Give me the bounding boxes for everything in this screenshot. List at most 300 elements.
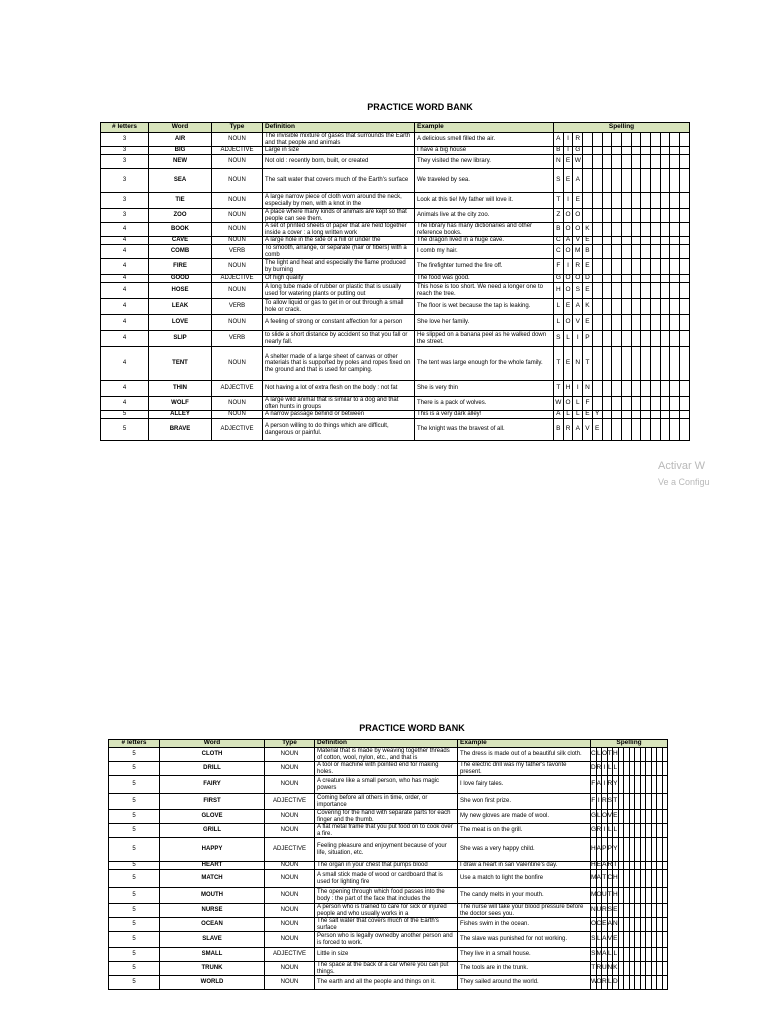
spelling-letter-cell: E bbox=[613, 904, 619, 918]
table-row bbox=[109, 862, 668, 870]
spelling-letter-cell bbox=[662, 948, 668, 962]
definition-cell: A tool or machine with pointed end for making holes. bbox=[315, 762, 458, 776]
definition-cell: The space at the back of a car where you can put things. bbox=[315, 962, 458, 976]
spelling-letter-cell: R bbox=[602, 794, 608, 810]
spelling-letter-cell bbox=[670, 283, 680, 299]
letters-cell: 4 bbox=[101, 331, 149, 347]
type-cell: VERB bbox=[212, 299, 263, 315]
type-cell: NOUN bbox=[212, 259, 263, 275]
page-2-title: PRACTICE WORD BANK bbox=[359, 723, 465, 733]
spelling-letter-cell bbox=[680, 347, 690, 381]
spelling-letter-cell: E bbox=[563, 155, 573, 169]
spelling-letter-cell: E bbox=[583, 411, 593, 419]
spelling-letter-cell bbox=[680, 133, 690, 147]
table-row bbox=[101, 147, 690, 155]
spelling-letter-cell bbox=[660, 245, 670, 259]
table-row bbox=[101, 347, 690, 381]
spelling-letter-cell: O bbox=[573, 209, 583, 223]
spelling-letter-cell: L bbox=[607, 762, 613, 776]
spelling-letter-cell bbox=[612, 347, 622, 381]
spelling-letter-cell bbox=[621, 397, 631, 411]
spelling-letter-cell: E bbox=[583, 283, 593, 299]
spelling-letter-cell: I bbox=[563, 259, 573, 275]
spelling-letter-cell: L bbox=[613, 948, 619, 962]
table-row bbox=[109, 888, 668, 904]
spelling-letter-cell bbox=[612, 381, 622, 397]
spelling-letter-cell bbox=[641, 223, 651, 237]
type-cell: NOUN bbox=[212, 133, 263, 147]
definition-cell: A long tube made of rubber or plastic that is usually used for watering plants or putting out bbox=[263, 283, 415, 299]
type-cell: ADJECTIVE bbox=[265, 838, 315, 862]
spelling-letter-cell bbox=[621, 381, 631, 397]
spelling-letter-cell: F bbox=[554, 259, 564, 275]
spelling-letter-cell bbox=[631, 381, 641, 397]
spelling-letter-cell: I bbox=[573, 381, 583, 397]
definition-cell: The salt water that covers much of the Earth's surface bbox=[315, 918, 458, 932]
spelling-letter-cell: E bbox=[563, 299, 573, 315]
spelling-letter-cell bbox=[621, 419, 631, 441]
spelling-letter-cell: M bbox=[573, 245, 583, 259]
spelling-letter-cell bbox=[660, 147, 670, 155]
spelling-letter-cell bbox=[660, 397, 670, 411]
spelling-letter-cell bbox=[602, 155, 612, 169]
spelling-letter-cell bbox=[660, 209, 670, 223]
spelling-letter-cell: D bbox=[583, 275, 593, 283]
spelling-letter-cell bbox=[662, 862, 668, 870]
spelling-letter-cell bbox=[612, 275, 622, 283]
spelling-letter-cell bbox=[670, 381, 680, 397]
spelling-letter-cell bbox=[641, 347, 651, 381]
letters-cell: 4 bbox=[101, 237, 149, 245]
spelling-letter-cell bbox=[651, 193, 661, 209]
spelling-letter-cell bbox=[612, 169, 622, 193]
spelling-letter-cell: L bbox=[607, 976, 613, 990]
definition-cell: To allow liquid or gas to get in or out through a small hole or crack. bbox=[263, 299, 415, 315]
spelling-letter-cell bbox=[662, 810, 668, 824]
spelling-letter-cell: K bbox=[583, 299, 593, 315]
spelling-letter-cell bbox=[660, 411, 670, 419]
spelling-letter-cell: H bbox=[591, 838, 597, 862]
spelling-letter-cell: M bbox=[591, 870, 597, 888]
spelling-letter-cell: P bbox=[607, 838, 613, 862]
spelling-letter-cell bbox=[592, 155, 602, 169]
spelling-letter-cell: V bbox=[573, 315, 583, 331]
type-cell: NOUN bbox=[212, 169, 263, 193]
header-definition: Definition bbox=[315, 740, 458, 748]
word-cell: COMB bbox=[149, 245, 212, 259]
spelling-letter-cell bbox=[660, 315, 670, 331]
spelling-letter-cell: O bbox=[596, 888, 602, 904]
spelling-letter-cell: A bbox=[602, 861, 607, 869]
spelling-letter-cell bbox=[660, 133, 670, 147]
type-cell: NOUN bbox=[212, 209, 263, 223]
spelling-letter-cell bbox=[660, 259, 670, 275]
spelling-letter-cell: I bbox=[563, 133, 573, 147]
spelling-letter-cell bbox=[612, 223, 622, 237]
spelling-letter-cell: N bbox=[607, 962, 613, 976]
type-cell: NOUN bbox=[212, 155, 263, 169]
spelling-letter-cell bbox=[680, 397, 690, 411]
example-cell: My new gloves are made of wool. bbox=[458, 810, 591, 824]
spelling-letter-cell bbox=[621, 147, 631, 155]
definition-cell: The light and heat and especially the flame produced by burning bbox=[263, 259, 415, 275]
definition-cell: A large wild animal that is similar to a dog and that often hunts in groups bbox=[263, 397, 415, 411]
spelling-letter-cell: T bbox=[554, 347, 564, 381]
table-row bbox=[109, 838, 668, 862]
table-row bbox=[101, 209, 690, 223]
spelling-letter-cell bbox=[612, 411, 622, 419]
word-cell: SLAVE bbox=[160, 932, 265, 948]
spelling-letter-cell: V bbox=[583, 419, 593, 441]
table-row bbox=[109, 810, 668, 824]
spelling-letter-cell bbox=[641, 283, 651, 299]
letters-cell: 5 bbox=[109, 776, 160, 794]
spelling-letter-cell bbox=[631, 237, 641, 245]
spelling-letter-cell bbox=[631, 209, 641, 223]
spelling-letter-cell: L bbox=[613, 762, 619, 776]
spelling-letter-cell: B bbox=[554, 223, 564, 237]
spelling-letter-cell: E bbox=[613, 932, 619, 948]
spelling-letter-cell: C bbox=[554, 237, 564, 245]
example-cell: He slipped on a banana peel as he walked down the street. bbox=[415, 331, 554, 347]
spelling-letter-cell: S bbox=[591, 932, 597, 948]
spelling-letter-cell bbox=[641, 381, 651, 397]
spelling-letter-cell bbox=[662, 838, 668, 862]
spelling-letter-cell: E bbox=[563, 169, 573, 193]
table-row bbox=[101, 223, 690, 237]
spelling-letter-cell bbox=[680, 169, 690, 193]
word-cell: DRILL bbox=[160, 762, 265, 776]
definition-cell: A large hole in the side of a hill or under the bbox=[263, 237, 415, 245]
spelling-letter-cell: H bbox=[554, 283, 564, 299]
spelling-letter-cell bbox=[651, 419, 661, 441]
spelling-letter-cell: O bbox=[591, 918, 597, 932]
spelling-letter-cell bbox=[602, 245, 612, 259]
letters-cell: 5 bbox=[109, 888, 160, 904]
spelling-letter-cell: A bbox=[573, 299, 583, 315]
spelling-letter-cell bbox=[660, 419, 670, 441]
spelling-letter-cell bbox=[680, 315, 690, 331]
letters-cell: 5 bbox=[109, 762, 160, 776]
word-cell: FIRE bbox=[149, 259, 212, 275]
spelling-letter-cell: O bbox=[563, 315, 573, 331]
spelling-letter-cell bbox=[602, 133, 612, 147]
header-word: Word bbox=[160, 740, 265, 748]
letters-cell: 5 bbox=[109, 870, 160, 888]
spelling-letter-cell: R bbox=[607, 861, 613, 869]
table-row bbox=[109, 904, 668, 918]
spelling-letter-cell bbox=[670, 209, 680, 223]
type-cell: NOUN bbox=[265, 824, 315, 838]
spelling-letter-cell bbox=[631, 259, 641, 275]
spelling-letter-cell: A bbox=[573, 169, 583, 193]
example-cell: The electric drill was my father's favorite present. bbox=[458, 762, 591, 776]
spelling-letter-cell: F bbox=[583, 397, 593, 411]
spelling-letter-cell bbox=[680, 331, 690, 347]
spelling-letter-cell: A bbox=[596, 776, 602, 794]
word-cell: TIE bbox=[149, 193, 212, 209]
spelling-letter-cell bbox=[660, 223, 670, 237]
word-cell: FAIRY bbox=[160, 776, 265, 794]
spelling-letter-cell bbox=[631, 133, 641, 147]
spelling-letter-cell: N bbox=[613, 918, 619, 932]
header-spelling: Spelling bbox=[591, 740, 668, 748]
spelling-letter-cell: C bbox=[591, 748, 597, 762]
spelling-letter-cell bbox=[592, 209, 602, 223]
spelling-letter-cell: T bbox=[613, 794, 619, 810]
example-cell: The food was good. bbox=[415, 275, 554, 283]
word-cell: CLOTH bbox=[160, 748, 265, 762]
spelling-letter-cell: V bbox=[573, 237, 583, 245]
spelling-letter-cell: E bbox=[583, 315, 593, 331]
example-cell: There is a pack of wolves. bbox=[415, 397, 554, 411]
spelling-letter-cell bbox=[670, 259, 680, 275]
spelling-letter-cell: T bbox=[554, 381, 564, 397]
spelling-letter-cell bbox=[592, 299, 602, 315]
spelling-letter-cell: W bbox=[573, 155, 583, 169]
definition-cell: A narrow passage behind or between bbox=[263, 411, 415, 419]
table-row bbox=[101, 193, 690, 209]
watermark-line-1: Activar W bbox=[658, 460, 706, 472]
spelling-letter-cell: R bbox=[602, 904, 608, 918]
spelling-letter-cell: I bbox=[573, 331, 583, 347]
spelling-letter-cell: G bbox=[554, 275, 564, 283]
type-cell: NOUN bbox=[212, 223, 263, 237]
spelling-letter-cell: O bbox=[563, 283, 573, 299]
type-cell: ADJECTIVE bbox=[212, 147, 263, 155]
example-cell: The nurse will take your blood pressure before the doctor sees you. bbox=[458, 904, 591, 918]
example-cell: The firefighter turned the fire off. bbox=[415, 259, 554, 275]
page-1-title: PRACTICE WORD BANK bbox=[367, 102, 473, 112]
type-cell: NOUN bbox=[212, 315, 263, 331]
header-letters: # letters bbox=[101, 123, 149, 133]
table-row bbox=[101, 411, 690, 419]
spelling-letter-cell: H bbox=[591, 861, 596, 869]
spelling-letter-cell: A bbox=[602, 948, 608, 962]
spelling-letter-cell: O bbox=[563, 245, 573, 259]
spelling-letter-cell bbox=[670, 411, 680, 419]
word-cell: BRAVE bbox=[149, 419, 212, 441]
spelling-letter-cell: H bbox=[563, 381, 573, 397]
spelling-letter-cell: B bbox=[583, 245, 593, 259]
spelling-letter-cell bbox=[680, 237, 690, 245]
spelling-letter-cell bbox=[651, 381, 661, 397]
spelling-letter-cell: N bbox=[573, 347, 583, 381]
spelling-letter-cell: A bbox=[554, 411, 564, 419]
spelling-letter-cell: C bbox=[607, 870, 613, 888]
table-row bbox=[101, 169, 690, 193]
spelling-letter-cell: A bbox=[602, 932, 608, 948]
definition-cell: Person who is legally ownedby another person and is forced to work. bbox=[315, 932, 458, 948]
spelling-letter-cell bbox=[592, 259, 602, 275]
spelling-letter-cell bbox=[602, 237, 612, 245]
header-word: Word bbox=[149, 123, 212, 133]
definition-cell: A place where many kinds of animals are kept so that people can see them. bbox=[263, 209, 415, 223]
definition-cell: The salt water that covers much of the Earth's surface bbox=[263, 169, 415, 193]
type-cell: NOUN bbox=[265, 932, 315, 948]
type-cell: NOUN bbox=[212, 193, 263, 209]
letters-cell: 5 bbox=[109, 810, 160, 824]
spelling-letter-cell bbox=[662, 748, 668, 762]
example-cell: The slave was punished for not working. bbox=[458, 932, 591, 948]
definition-cell: Not old : recently born, built, or created bbox=[263, 155, 415, 169]
spelling-letter-cell: O bbox=[602, 810, 608, 824]
table-row bbox=[101, 299, 690, 315]
spelling-letter-cell bbox=[651, 169, 661, 193]
spelling-letter-cell bbox=[612, 245, 622, 259]
table-row bbox=[109, 976, 668, 990]
definition-cell: A person who is trained to care for sick or injured people and who usually works in a bbox=[315, 904, 458, 918]
spelling-letter-cell bbox=[621, 193, 631, 209]
definition-cell: Large in size bbox=[263, 147, 415, 155]
spelling-letter-cell bbox=[641, 147, 651, 155]
spelling-letter-cell: L bbox=[613, 824, 619, 838]
letters-cell: 4 bbox=[101, 259, 149, 275]
spelling-letter-cell: N bbox=[591, 904, 597, 918]
spelling-letter-cell bbox=[612, 419, 622, 441]
table-row bbox=[101, 283, 690, 299]
spelling-letter-cell bbox=[660, 283, 670, 299]
spelling-letter-cell bbox=[651, 411, 661, 419]
spelling-letter-cell: B bbox=[554, 419, 564, 441]
spelling-letter-cell bbox=[670, 237, 680, 245]
spelling-letter-cell: A bbox=[596, 870, 602, 888]
definition-cell: Feeling pleasure and enjoyment because of your life, situation, etc. bbox=[315, 838, 458, 862]
spelling-letter-cell bbox=[660, 347, 670, 381]
type-cell: NOUN bbox=[265, 762, 315, 776]
spelling-letter-cell: I bbox=[602, 776, 608, 794]
letters-cell: 5 bbox=[101, 411, 149, 419]
letters-cell: 4 bbox=[101, 397, 149, 411]
type-cell: NOUN bbox=[265, 976, 315, 990]
type-cell: ADJECTIVE bbox=[212, 275, 263, 283]
spelling-letter-cell bbox=[612, 193, 622, 209]
example-cell: They sailed around the world. bbox=[458, 976, 591, 990]
spelling-letter-cell bbox=[670, 419, 680, 441]
definition-cell: A creature like a small person, who has magic powers bbox=[315, 776, 458, 794]
spelling-letter-cell: R bbox=[596, 762, 602, 776]
spelling-letter-cell: I bbox=[602, 762, 608, 776]
letters-cell: 4 bbox=[101, 347, 149, 381]
spelling-letter-cell: R bbox=[573, 259, 583, 275]
spelling-letter-cell bbox=[592, 169, 602, 193]
spelling-letter-cell bbox=[602, 223, 612, 237]
spelling-letter-cell: B bbox=[554, 147, 564, 155]
spelling-letter-cell bbox=[631, 331, 641, 347]
word-cell: SLIP bbox=[149, 331, 212, 347]
spelling-letter-cell: O bbox=[573, 275, 583, 283]
spelling-letter-cell bbox=[602, 147, 612, 155]
spelling-letter-cell bbox=[592, 315, 602, 331]
spelling-letter-cell bbox=[670, 223, 680, 237]
spelling-letter-cell bbox=[641, 419, 651, 441]
example-cell: This is a very dark alley! bbox=[415, 411, 554, 419]
spelling-letter-cell: O bbox=[596, 976, 602, 990]
spelling-letter-cell: R bbox=[607, 776, 613, 794]
spelling-letter-cell bbox=[631, 397, 641, 411]
spelling-letter-cell bbox=[680, 147, 690, 155]
spelling-letter-cell bbox=[621, 169, 631, 193]
spelling-letter-cell bbox=[583, 133, 593, 147]
table-row bbox=[101, 315, 690, 331]
spelling-letter-cell bbox=[621, 315, 631, 331]
spelling-letter-cell bbox=[641, 259, 651, 275]
spelling-letter-cell bbox=[651, 133, 661, 147]
table-row bbox=[101, 259, 690, 275]
letters-cell: 5 bbox=[109, 904, 160, 918]
spelling-letter-cell: C bbox=[596, 918, 602, 932]
word-cell: THIN bbox=[149, 381, 212, 397]
spelling-letter-cell bbox=[670, 133, 680, 147]
table-row bbox=[109, 932, 668, 948]
header-type: Type bbox=[265, 740, 315, 748]
spelling-letter-cell bbox=[680, 299, 690, 315]
spelling-letter-cell bbox=[641, 133, 651, 147]
letters-cell: 4 bbox=[101, 299, 149, 315]
spelling-letter-cell: O bbox=[563, 275, 573, 283]
spelling-letter-cell: R bbox=[596, 962, 602, 976]
word-cell: GRILL bbox=[160, 824, 265, 838]
letters-cell: 4 bbox=[101, 223, 149, 237]
definition-cell: A flat metal frame that you put food on to cook over a fire. bbox=[315, 824, 458, 838]
definition-cell: Not having a lot of extra flesh on the body : not fat bbox=[263, 381, 415, 397]
spelling-letter-cell bbox=[602, 315, 612, 331]
example-cell: They live in a small house. bbox=[458, 948, 591, 962]
spelling-letter-cell bbox=[670, 245, 680, 259]
word-cell: TRUNK bbox=[160, 962, 265, 976]
spelling-letter-cell bbox=[641, 193, 651, 209]
letters-cell: 5 bbox=[109, 794, 160, 810]
spelling-letter-cell bbox=[641, 299, 651, 315]
type-cell: ADJECTIVE bbox=[212, 419, 263, 441]
example-cell: She is very thin bbox=[415, 381, 554, 397]
spelling-letter-cell: I bbox=[602, 824, 608, 838]
spelling-letter-cell bbox=[631, 283, 641, 299]
spelling-letter-cell: A bbox=[554, 133, 564, 147]
table-row bbox=[109, 762, 668, 776]
spelling-letter-cell: T bbox=[607, 888, 613, 904]
spelling-letter-cell bbox=[641, 275, 651, 283]
spelling-letter-cell bbox=[592, 245, 602, 259]
spelling-letter-cell bbox=[670, 155, 680, 169]
spelling-letter-cell bbox=[651, 147, 661, 155]
spelling-letter-cell bbox=[602, 331, 612, 347]
type-cell: NOUN bbox=[212, 411, 263, 419]
spelling-letter-cell: E bbox=[583, 259, 593, 275]
spelling-letter-cell bbox=[621, 331, 631, 347]
spelling-letter-cell bbox=[680, 155, 690, 169]
spelling-letter-cell: S bbox=[573, 283, 583, 299]
spelling-letter-cell: M bbox=[591, 888, 597, 904]
spelling-letter-cell bbox=[602, 209, 612, 223]
type-cell: ADJECTIVE bbox=[265, 794, 315, 810]
spelling-letter-cell: R bbox=[573, 133, 583, 147]
spelling-letter-cell: U bbox=[602, 888, 608, 904]
word-bank-table-1 bbox=[100, 122, 690, 441]
definition-cell: Coming before all others in time, order, or importance bbox=[315, 794, 458, 810]
spelling-letter-cell bbox=[631, 155, 641, 169]
spelling-letter-cell bbox=[680, 283, 690, 299]
spelling-letter-cell bbox=[660, 331, 670, 347]
spelling-letter-cell bbox=[621, 209, 631, 223]
spelling-letter-cell bbox=[583, 147, 593, 155]
spelling-letter-cell: N bbox=[554, 155, 564, 169]
letters-cell: 4 bbox=[101, 275, 149, 283]
spelling-letter-cell bbox=[612, 283, 622, 299]
type-cell: NOUN bbox=[212, 283, 263, 299]
definition-cell: Covering for the hand with separate parts for each finger and the thumb. bbox=[315, 810, 458, 824]
spelling-letter-cell bbox=[662, 776, 668, 794]
